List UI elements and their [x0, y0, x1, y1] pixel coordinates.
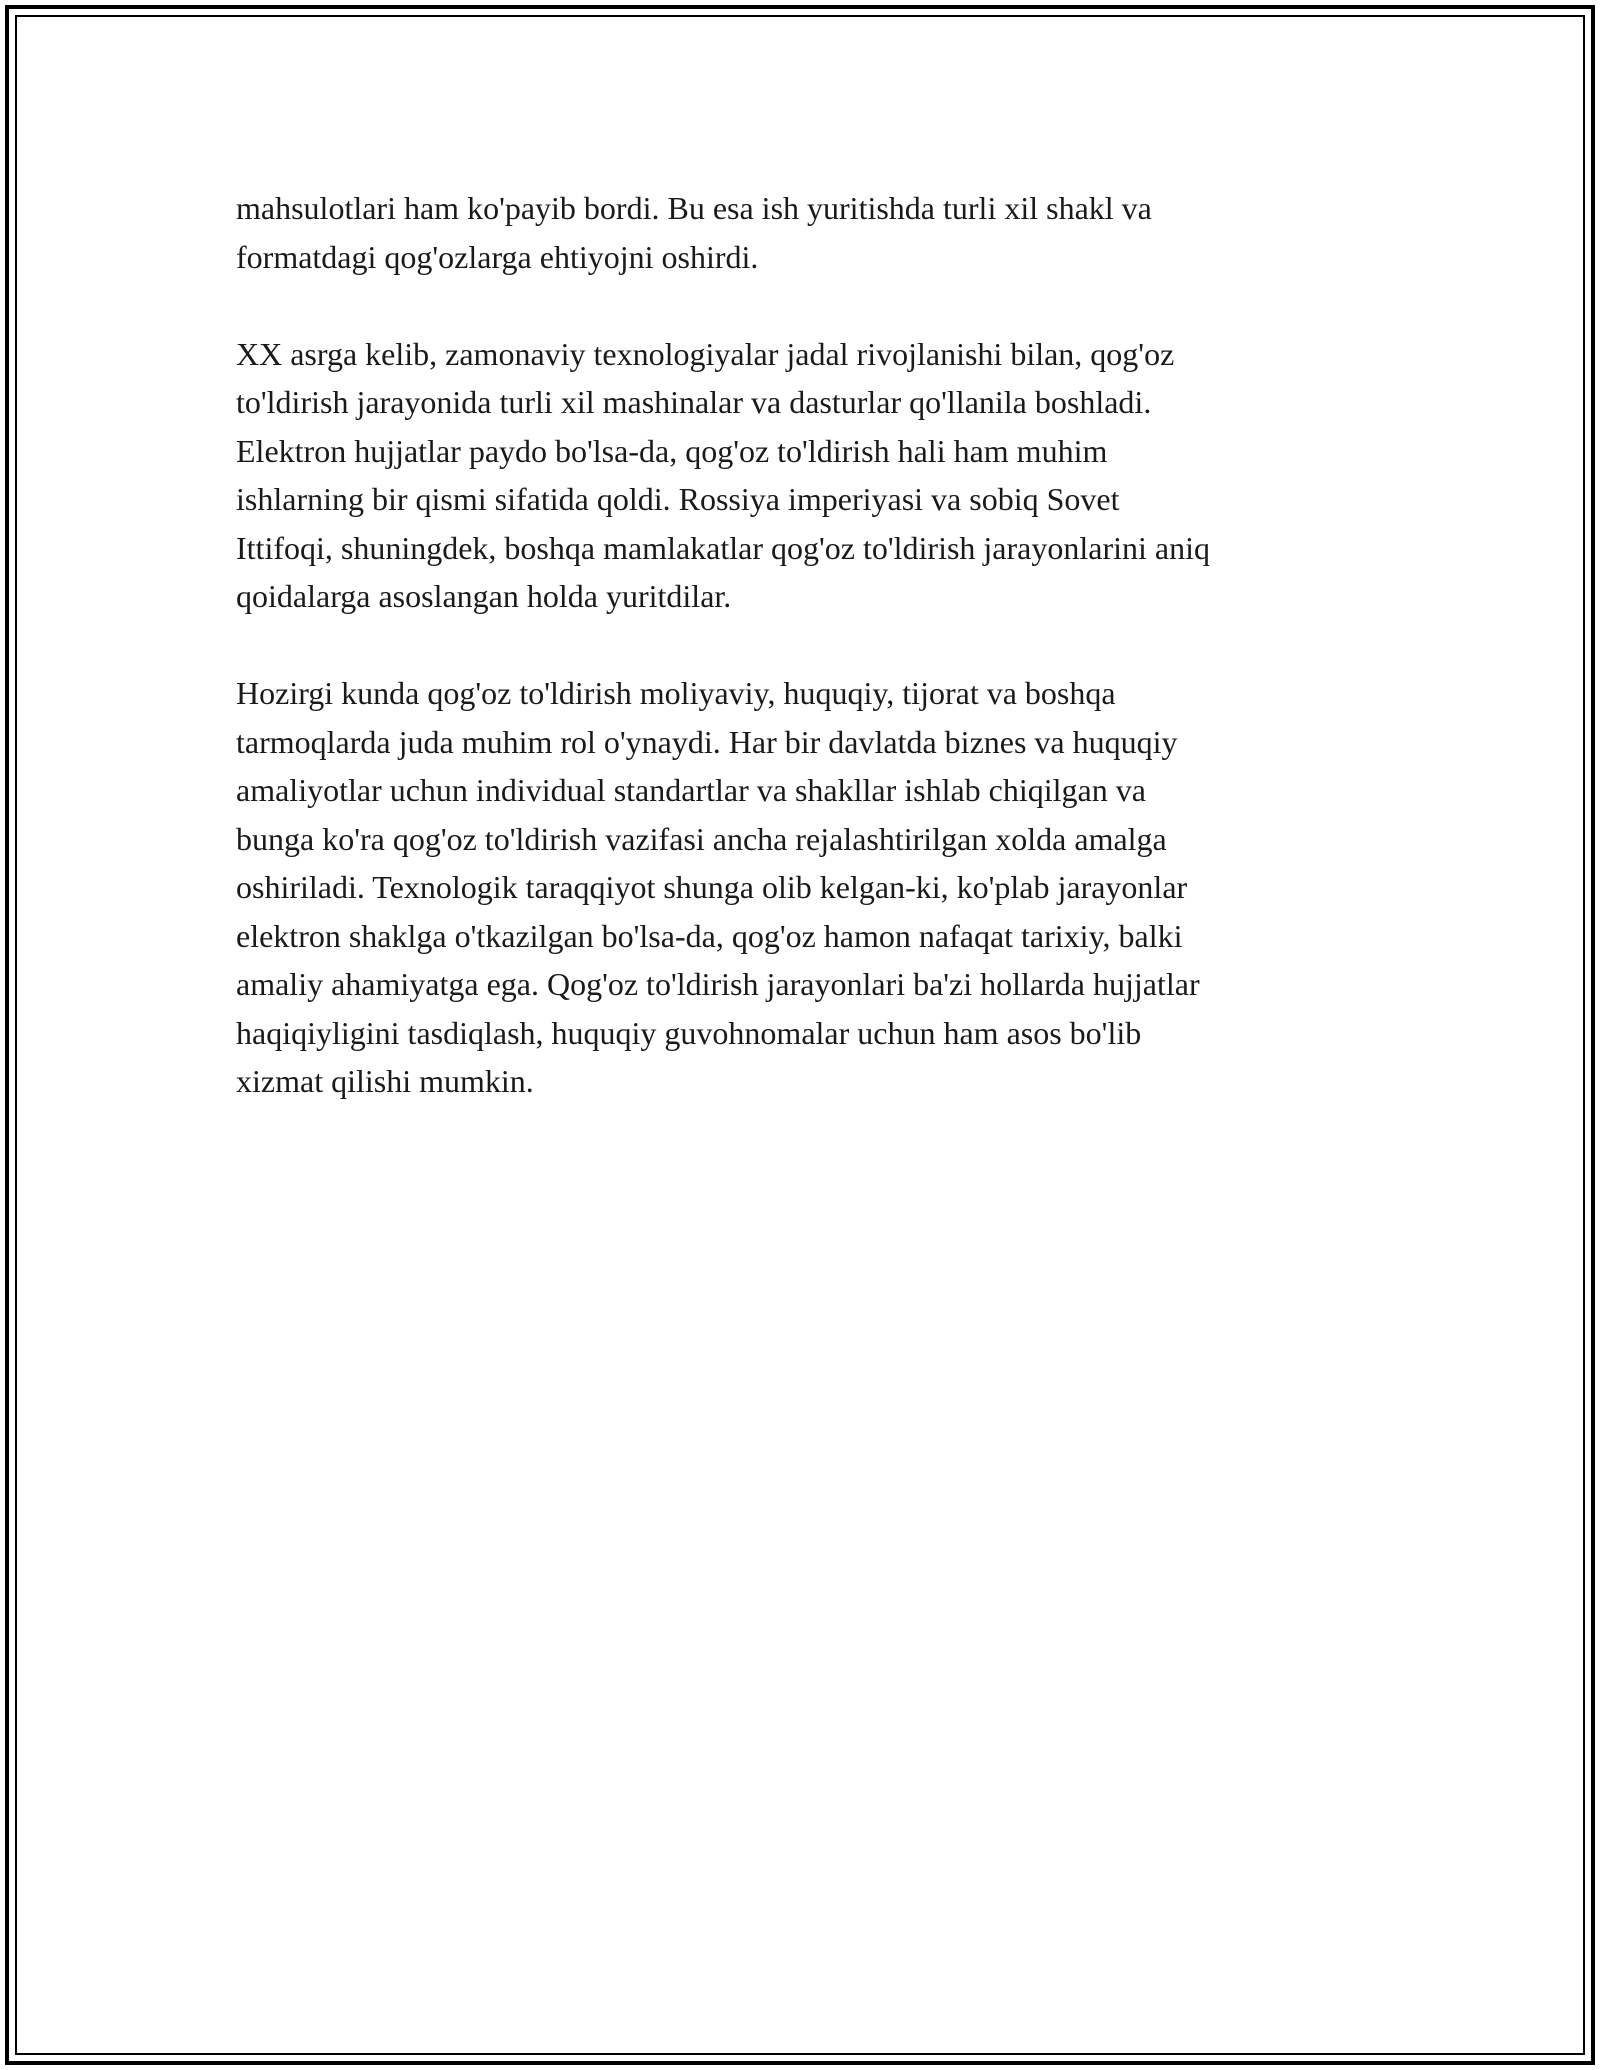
paragraph-2 [236, 330, 1366, 621]
paragraph-1 [236, 184, 1366, 281]
text-line: tarmoqlarda juda muhim rol o'ynaydi. Har bir davlatda biznes va huquqiy [236, 723, 1178, 760]
text-line: Elektron hujjatlar paydo bo'lsa-da, qog'oz to'ldirish hali ham muhim [236, 432, 1108, 469]
text-line: formatdagi qog'ozlarga ehtiyojni oshirdi. [236, 238, 759, 275]
text-line: haqiqiyligini tasdiqlash, huquqiy guvohnomalar uchun ham asos bo'lib [236, 1014, 1142, 1051]
paragraph-3 [236, 669, 1366, 1106]
text-line: mahsulotlari ham ko'payib bordi. Bu esa ish yuritishda turli xil shakl va [236, 190, 1152, 226]
text-line: amaliyotlar uchun individual standartlar va shakllar ishlab chiqilgan va [236, 772, 1146, 808]
text-line: oshiriladi. Texnologik taraqqiyot shunga olib kelgan-ki, ko'plab jarayonlar [236, 869, 1188, 905]
text-line: xizmat qilishi mumkin. [236, 1063, 534, 1099]
text-line: bunga ko'ra qog'oz to'ldirish vazifasi ancha rejalashtirilgan xolda amalga [236, 820, 1167, 857]
document-body [236, 184, 1366, 1154]
text-line: amaliy ahamiyatga ega. Qog'oz to'ldirish jarayonlari ba'zi hollarda hujjatlar [236, 966, 1200, 1002]
text-line: qoidalarga asoslangan holda yuritdilar. [236, 578, 732, 614]
text-line: Ittifoqi, shuningdek, boshqa mamlakatlar qog'oz to'ldirish jarayonlarini aniq [236, 529, 1210, 566]
text-line: Hozirgi kunda qog'oz to'ldirish moliyaviy, huquqiy, tijorat va boshqa [236, 675, 1116, 711]
text-line: to'ldirish jarayonida turli xil mashinalar va dasturlar qo'llanila boshladi. [236, 384, 1152, 420]
text-line: ishlarning bir qismi sifatida qoldi. Rossiya imperiyasi va sobiq Sovet [236, 481, 1120, 517]
text-line: elektron shaklga o'tkazilgan bo'lsa-da, qog'oz hamon nafaqat tarixiy, balki [236, 917, 1183, 954]
text-line: XX asrga kelib, zamonaviy texnologiyalar jadal rivojlanishi bilan, qog'oz [236, 335, 1175, 372]
